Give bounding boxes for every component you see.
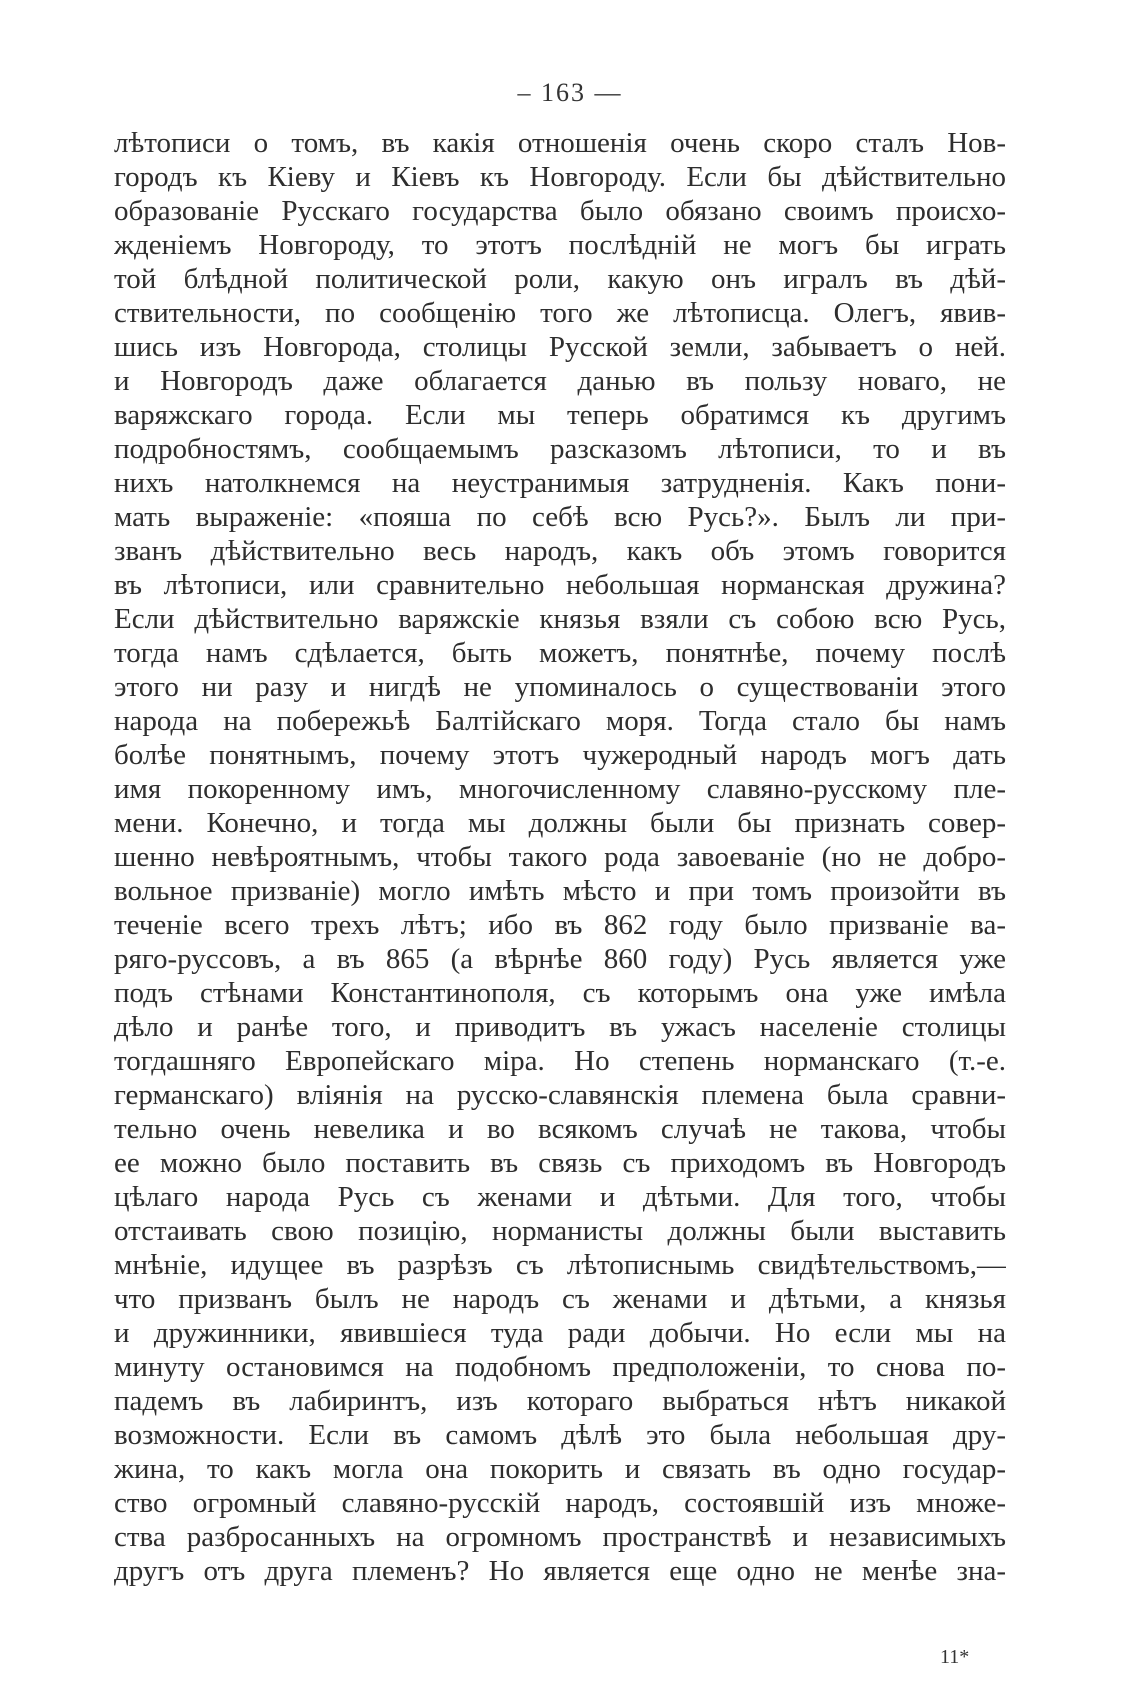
text-line: что призванъ былъ не народъ съ женами и дѣтьми, а князья — [114, 1283, 1006, 1315]
text-line: цѣлаго народа Русь съ женами и дѣтьми. Для того, чтобы — [114, 1181, 1006, 1213]
signature-mark: 11* — [940, 1646, 970, 1668]
text-line: отстаивать свою позицію, норманисты должны были выставить — [114, 1215, 1006, 1247]
text-line: мени. Конечно, и тогда мы должны были бы признать совер- — [114, 807, 1006, 839]
text-line: и Новгородъ даже облагается данью въ пользу новаго, не — [114, 365, 1006, 397]
text-line: возможности. Если въ самомъ дѣлѣ это была небольшая дру- — [114, 1419, 1006, 1451]
text-line: тельно очень невелика и во всякомъ случаѣ не такова, чтобы — [114, 1113, 1006, 1145]
text-line: вольное призваніе) могло имѣть мѣсто и при томъ произойти въ — [114, 875, 1006, 907]
text-line: подробностямъ, сообщаемымъ разсказомъ лѣтописи, то и въ — [114, 433, 1006, 465]
text-line: образованіе Русскаго государства было обязано своимъ происхо- — [114, 195, 1006, 227]
text-line: падемъ въ лабиринтъ, изъ котораго выбраться нѣтъ никакой — [114, 1385, 1006, 1417]
text-line: теченіе всего трехъ лѣтъ; ибо въ 862 году было призваніе ва- — [114, 909, 1006, 941]
text-line: въ лѣтописи, или сравнительно небольшая норманская дружина? — [114, 569, 1006, 601]
text-line: ряго-руссовъ, а въ 865 (а вѣрнѣе 860 году) Русь является уже — [114, 943, 1006, 975]
text-line: шенно невѣроятнымъ, чтобы такого рода завоеваніе (но не добро- — [114, 841, 1006, 873]
text-line: этого ни разу и нигдѣ не упоминалось о существованіи этого — [114, 671, 1006, 703]
text-line: ствительности, по сообщенію того же лѣтописца. Олегъ, явив- — [114, 297, 1006, 329]
text-line: ство огромный славяно-русскій народъ, состоявшій изъ множе- — [114, 1487, 1006, 1519]
text-line: той блѣдной политической роли, какую онъ игралъ въ дѣй- — [114, 263, 1006, 295]
text-line: другъ отъ друга племенъ? Но является еще одно не менѣе зна- — [114, 1555, 1006, 1587]
text-line: шись изъ Новгорода, столицы Русской земли, забываетъ о ней. — [114, 331, 1006, 363]
text-line: Если дѣйствительно варяжскіе князья взяли съ собою всю Русь, — [114, 603, 1006, 635]
text-line: нихъ натолкнемся на неустранимыя затрудненія. Какъ пони- — [114, 467, 1006, 499]
text-line: тогда намъ сдѣлается, быть можетъ, понятнѣе, почему послѣ — [114, 637, 1006, 669]
body-text — [114, 126, 1006, 1588]
text-line: лѣтописи о томъ, въ какія отношенія очень скоро сталъ Нов- — [114, 127, 1006, 159]
text-line: городъ къ Кіеву и Кіевъ къ Новгороду. Если бы дѣйствительно — [114, 161, 1006, 193]
text-line: жина, то какъ могла она покорить и связать въ одно государ- — [114, 1453, 1006, 1485]
text-line: мнѣніе, идущее въ разрѣзъ съ лѣтописнымь свидѣтельствомъ,— — [114, 1249, 1006, 1281]
text-line: жденіемъ Новгороду, то этотъ послѣдній не могъ бы играть — [114, 229, 1006, 261]
text-line: германскаго) вліянія на русско-славянскія племена была сравни- — [114, 1079, 1006, 1111]
text-line: званъ дѣйствительно весь народъ, какъ объ этомъ говорится — [114, 535, 1006, 567]
text-line: мать выраженіе: «пояша по себѣ всю Русь?». Былъ ли при- — [114, 501, 1006, 533]
page-number: – 163 — — [517, 78, 623, 107]
text-line: ства разбросанныхъ на огромномъ пространствѣ и независимыхъ — [114, 1521, 1006, 1553]
text-line: варяжскаго города. Если мы теперь обратимся къ другимъ — [114, 399, 1006, 431]
text-line: ее можно было поставить въ связь съ приходомъ въ Новгородъ — [114, 1147, 1006, 1179]
text-line: народа на побережьѣ Балтійскаго моря. Тогда стало бы намъ — [114, 705, 1006, 737]
text-line: подъ стѣнами Константинополя, съ которымъ она уже имѣла — [114, 977, 1006, 1009]
text-line: болѣе понятнымъ, почему этотъ чужеродный народъ могъ дать — [114, 739, 1006, 771]
text-line: тогдашняго Европейскаго міра. Но степень норманскаго (т.-е. — [114, 1045, 1006, 1077]
text-line: имя покоренному имъ, многочисленному славяно-русскому пле- — [114, 773, 1006, 805]
text-line: минуту остановимся на подобномъ предположеніи, то снова по- — [114, 1351, 1006, 1383]
text-line: дѣло и ранѣе того, и приводитъ въ ужасъ населеніе столицы — [114, 1011, 1006, 1043]
text-line: и дружинники, явившіеся туда ради добычи. Но если мы на — [114, 1317, 1006, 1349]
